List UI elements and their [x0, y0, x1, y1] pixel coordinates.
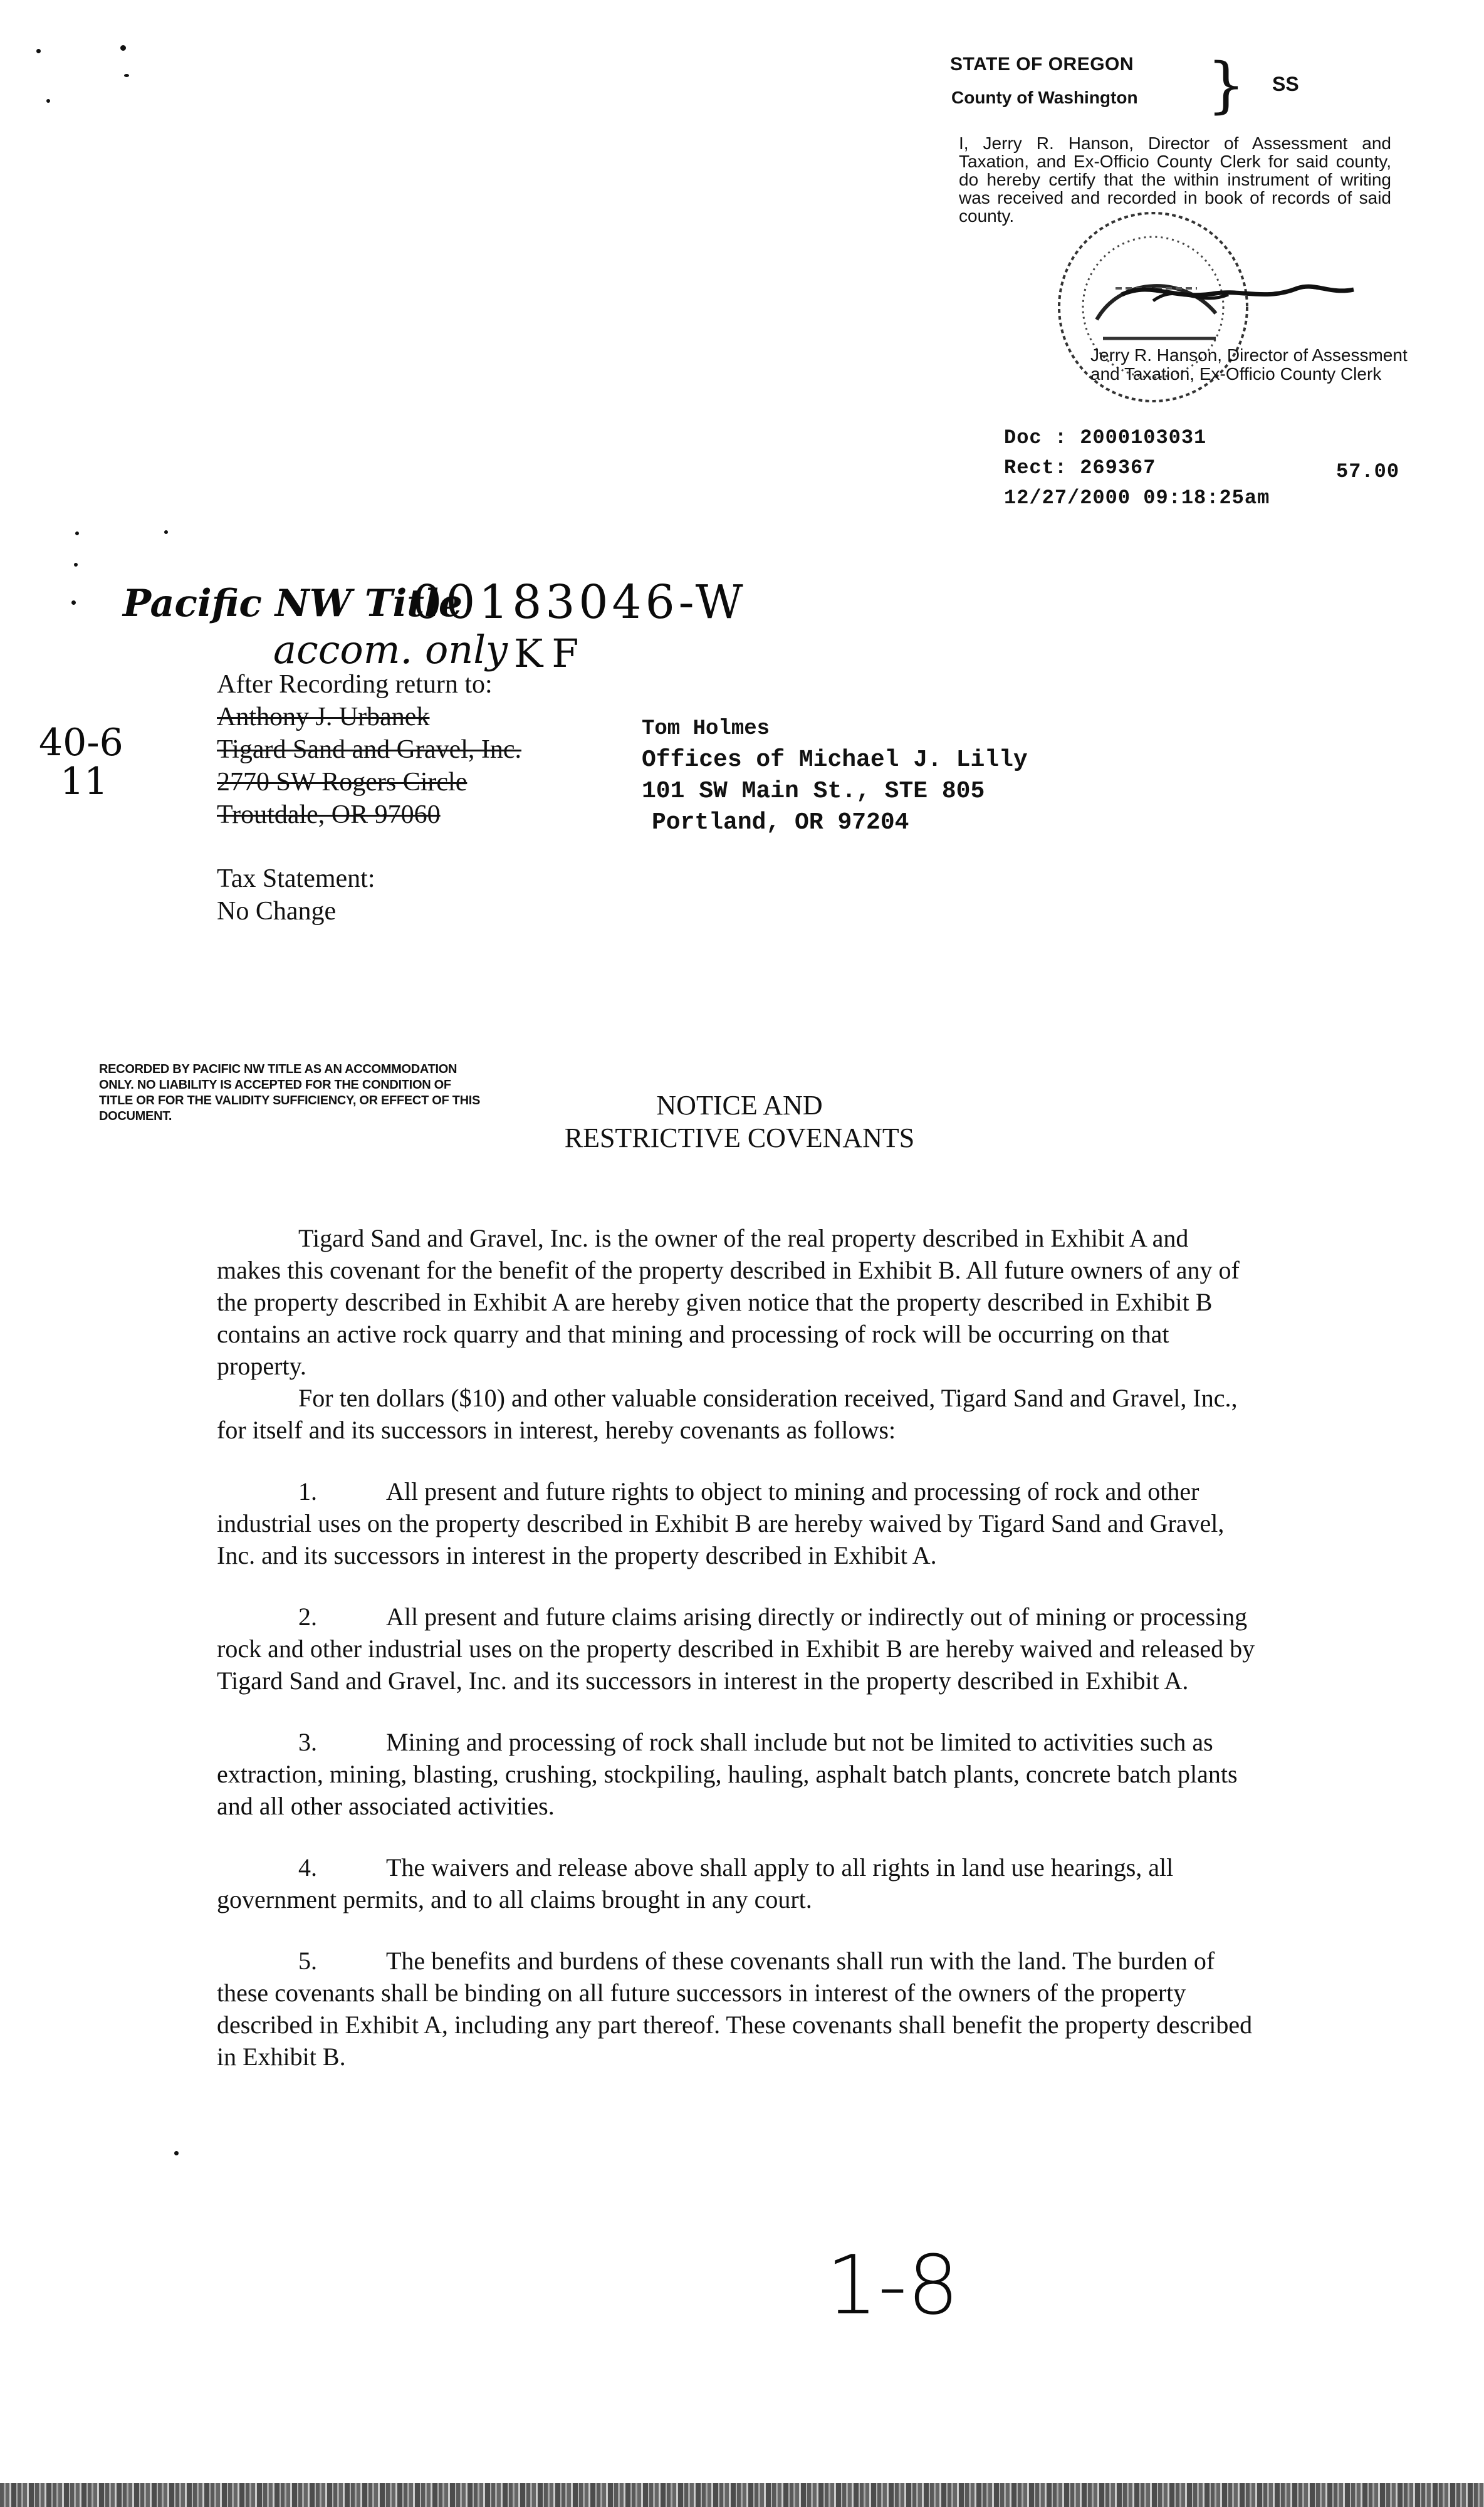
new-return-name: Tom Holmes — [642, 717, 770, 741]
covenant-text: All present and future claims arising directly or indirectly out of mining or processing rock and other industrial uses on the property described in Exhibit B are hereby waived and released by Tigard Sand and Gravel, Inc. and its successors in interest in the property described in Exhibit A. — [217, 1603, 1255, 1695]
new-return-city: Portland, OR 97204 — [652, 809, 909, 836]
scan-speck — [71, 600, 76, 605]
struck-address-line: Anthony J. Urbanek — [217, 703, 430, 731]
handwritten-initials: KF — [514, 631, 588, 676]
county-seal-icon — [1028, 207, 1379, 420]
scan-speck — [46, 99, 50, 103]
handwritten-margin-note: 40-6 — [39, 721, 123, 765]
stamp-ss: SS — [1272, 73, 1299, 95]
struck-address-line: Tigard Sand and Gravel, Inc. — [217, 735, 522, 764]
stamp-certification: I, Jerry R. Hanson, Director of Assessment and Taxation, and Ex-Officio County Clerk for said county, do hereby certify that the within instrument of writing was received and recorded in book of records of said county. — [959, 133, 1391, 226]
scan-speck — [74, 563, 78, 567]
scan-speck — [120, 45, 126, 51]
document-body — [217, 1222, 1257, 2073]
covenant-number: 4. — [298, 1853, 317, 1882]
title-company-disclaimer: RECORDED BY PACIFIC NW TITLE AS AN ACCOMMODATION ONLY. NO LIABILITY IS ACCEPTED FOR THE CONDITION OF TITLE OR FOR THE VALIDITY SUFFICIENCY, OR EFFECT OF THIS DOCUMENT. — [99, 1062, 481, 1123]
intro-paragraph: Tigard Sand and Gravel, Inc. is the owner of the real property described in Exhibit A and makes this covenant for the benefit of the property described in Exhibit B. All future owners of any of the property described in Exhibit A are hereby given notice that the property described in Exhibit B contains an active rock quarry and that mining and processing of rock will be occurring on that property. — [217, 1224, 1240, 1380]
stamp-brace: } — [1207, 50, 1246, 120]
tax-statement-label: Tax Statement: — [217, 864, 375, 893]
covenant-item — [217, 1726, 1257, 1822]
stamp-county: County of Washington — [951, 88, 1138, 107]
handwritten-margin-note-2: 11 — [60, 760, 108, 803]
covenant-item — [217, 1475, 1257, 1571]
scan-edge-noise — [0, 2483, 1484, 2507]
scan-speck — [36, 49, 41, 53]
covenant-number: 1. — [298, 1477, 317, 1505]
new-return-street: 101 SW Main St., STE 805 — [642, 778, 985, 805]
covenant-item — [217, 1851, 1257, 1915]
handwritten-order-number: 00183046-W — [412, 575, 747, 629]
covenant-item — [217, 1601, 1257, 1697]
receipt-number: Rect: 269367 — [1004, 456, 1156, 479]
handwritten-accommodation-note: accom. only — [273, 627, 508, 673]
scan-speck — [75, 531, 79, 535]
document-title-line-2: RESTRICTIVE COVENANTS — [564, 1123, 915, 1153]
doc-number: Doc : 2000103031 — [1004, 426, 1207, 449]
new-return-office: Offices of Michael J. Lilly — [642, 746, 1028, 773]
struck-address-line: 2770 SW Rogers Circle — [217, 768, 468, 797]
handwritten-page-count: 1-8 — [826, 2237, 959, 2333]
recording-timestamp: 12/27/2000 09:18:25am — [1004, 486, 1270, 510]
covenant-number: 3. — [298, 1728, 317, 1756]
recording-fee: 57.00 — [1336, 460, 1400, 483]
return-label: After Recording return to: — [217, 670, 493, 699]
handwritten-title-company: Pacific NW Title — [123, 582, 462, 625]
covenant-number: 5. — [298, 1947, 317, 1975]
tax-statement-value: No Change — [217, 897, 337, 926]
covenant-text: Mining and processing of rock shall include but not be limited to activities such as extraction, mining, blasting, crushing, stockpiling, hauling, asphalt batch plants, concrete batch plants and all other associated activities. — [217, 1728, 1238, 1820]
document-title — [489, 1089, 990, 1154]
stamp-state: STATE OF OREGON — [950, 54, 1134, 75]
scan-speck — [174, 2151, 179, 2155]
covenant-number: 2. — [298, 1603, 317, 1631]
scan-speck — [124, 74, 129, 77]
covenant-text: All present and future rights to object to mining and processing of rock and other industrial uses on the property described in Exhibit B are hereby waived by Tigard Sand and Gravel, Inc. and its successors in interest in the property described in Exhibit A. — [217, 1477, 1225, 1569]
struck-address-line: Troutdale, OR 97060 — [217, 800, 441, 829]
scan-speck — [164, 530, 168, 534]
document-title-line-1: NOTICE AND — [656, 1090, 823, 1121]
consideration-paragraph: For ten dollars ($10) and other valuable consideration received, Tigard Sand and Gravel, Inc., for itself and its successors in interest, hereby covenants as follows: — [217, 1384, 1238, 1444]
covenant-item — [217, 1945, 1257, 2073]
stamp-clerk-title: Jerry R. Hanson, Director of Assessment and Taxation, Ex-Officio County Clerk — [1090, 345, 1408, 384]
covenant-text: The waivers and release above shall apply to all rights in land use hearings, all government permits, and to all claims brought in any court. — [217, 1853, 1174, 1913]
covenant-text: The benefits and burdens of these covenants shall run with the land. The burden of these covenants shall be binding on all future successors in interest of the owners of the property described in Exhibit A, including any part thereof. These covenants shall benefit the property described in Exhibit B. — [217, 1947, 1253, 2071]
